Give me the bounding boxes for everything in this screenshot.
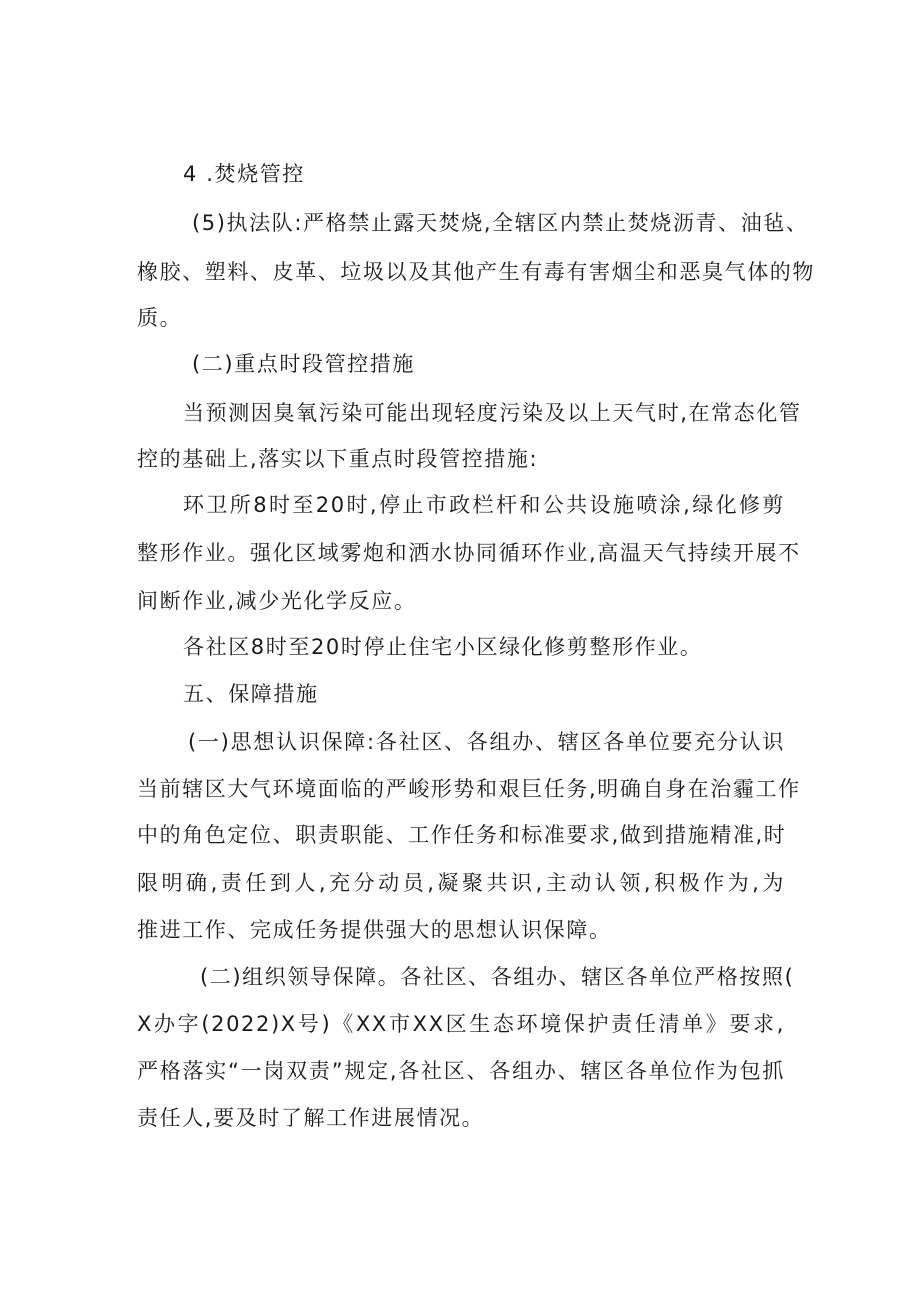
paragraph-line: 控的基础上,落实以下重点时段管控措施:: [137, 447, 539, 471]
paragraph-line: 橡胶、塑料、皮革、垃圾以及其他产生有毒有害烟尘和恶臭气体的物: [137, 260, 815, 284]
paragraph-line: 各社区8时至20时停止住宅小区绿化修剪整形作业。: [183, 635, 703, 659]
paragraph-line: 整形作业。强化区域雾炮和洒水协同循环作业,高温天气持续开展不: [137, 541, 801, 565]
paragraph-line: 当前辖区大气环境面临的严峻形势和艰巨任务,明确自身在治霾工作: [137, 777, 801, 801]
paragraph-line: 间断作业,减少光化学反应。: [137, 589, 417, 613]
paragraph-line: 责任人,要及时了解工作进展情况。: [137, 1106, 485, 1130]
paragraph-line: X办字(2022)X号)《XX市XX区生态环境保护责任清单》要求,: [137, 1012, 785, 1036]
paragraph-line: (二)组织领导保障。各社区、各组办、辖区各单位严格按照(: [200, 965, 795, 989]
section-heading-burning-control: 4 .焚烧管控: [183, 162, 305, 186]
paragraph-line: 限明确,责任到人,充分动员,凝聚共识,主动认领,积极作为,为: [137, 871, 785, 895]
paragraph-line: (一)思想认识保障:各社区、各组办、辖区各单位要充分认识: [188, 730, 785, 754]
paragraph-line: 严格落实“一岗双责”规定,各社区、各组办、辖区各单位作为包抓: [137, 1059, 785, 1083]
paragraph-line: 环卫所8时至20时,停止市政栏杆和公共设施喷涂,绿化修剪: [183, 493, 785, 517]
paragraph-line: 当预测因臭氧污染可能出现轻度污染及以上天气时,在常态化管: [183, 401, 802, 425]
paragraph-line: 推进工作、完成任务提供强大的思想认识保障。: [137, 918, 612, 942]
paragraph-line: 质。: [137, 306, 183, 330]
paragraph-line: (5)执法队:严格禁止露天焚烧,全辖区内禁止焚烧沥青、油毡、: [192, 211, 809, 235]
section-heading-safeguards: 五、保障措施: [183, 682, 319, 706]
section-heading-key-period: (二)重点时段管控措施: [192, 352, 415, 376]
paragraph-line: 中的角色定位、职责职能、工作任务和标准要求,做到措施精准,时: [137, 823, 787, 847]
